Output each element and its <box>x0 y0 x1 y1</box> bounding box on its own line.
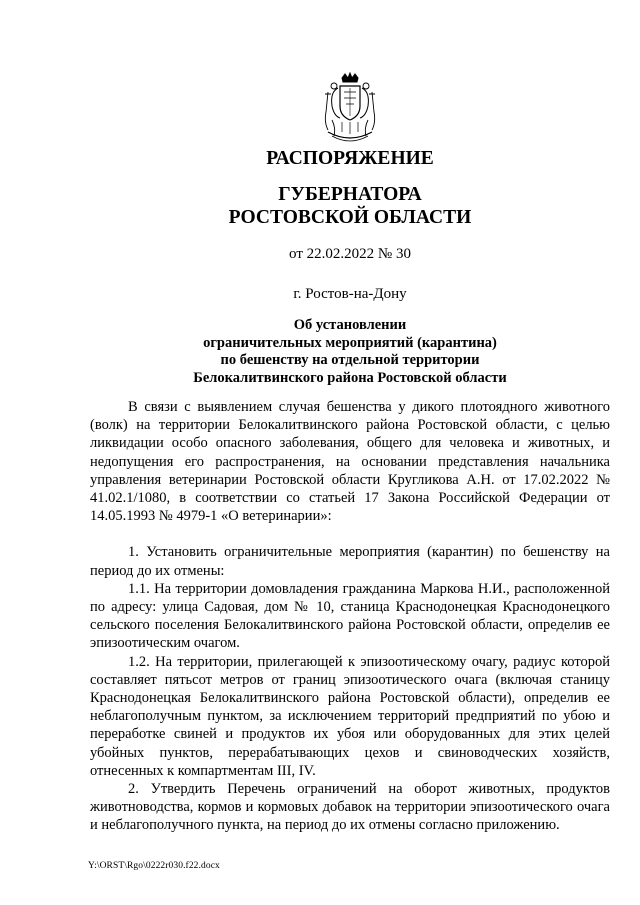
preamble-paragraph: В связи с выявлением случая бешенства у дикого плотоядного животного (волк) на территории Белокалитвинского района Ростовской области, с целью ликвидации особо опасного заболевания, общего для человека и животных, и недопущения его распространения, на основании представления начальника управления ветеринарии Ростовской области Кругликова А.Н. от 17.02.2022 № 41.02.1/1080, в соответствии со статьей 17 Закона Российской Федерации от 14.05.1993 № 4979-1 «О ветеринарии»: <box>90 399 610 525</box>
clause-1-2: 1.2. На территории, прилегающей к эпизоотическому очагу, радиус которой составляет пятьсот метров от границ эпизоотического очага (включая станицу Краснодонецкая Белокалитвинского района Ростовской области), определив ее неблагополучным пунктом, за исключением территорий предприятий по убою и переработке свиней и продуктов их убоя или оборудованных для этих целей убойных пунктов, перерабатывающих цехов и свиноводческих хозяйств, отнесенных к компартментам III, IV. <box>90 653 610 779</box>
clause-1-1: 1.1. На территории домовладения гражданина Маркова Н.И., расположенной по адресу: улица Садовая, дом № 10, станица Краснодонецкая Краснодонецкого сельского поселения Белокалитвинского района Ростовской области, определив ее эпизоотическим очагом. <box>90 580 610 652</box>
subject-line: ограничительных мероприятий (карантина) <box>203 334 497 351</box>
coat-of-arms-icon <box>322 72 378 144</box>
document-subject <box>90 317 610 387</box>
file-path-footer: Y:\ORST\Rgo\0222r030.f22.docx <box>88 861 220 871</box>
subject-line: Белокалитвинского района Ростовской области <box>193 369 507 386</box>
document-body <box>90 398 610 835</box>
clause-1: 1. Установить ограничительные мероприятия (карантин) по бешенству на период до их отмены: <box>90 544 610 579</box>
issuer-title <box>90 183 610 229</box>
document-city: г. Ростов-на-Дону <box>293 286 407 302</box>
issuer-line-2: РОСТОВСКОЙ ОБЛАСТИ <box>228 207 472 228</box>
subject-line: Об установлении <box>293 317 407 333</box>
subject-line: по бешенству на отдельной территории <box>220 352 480 369</box>
document-date-number: от 22.02.2022 № 30 <box>289 246 411 262</box>
issuer-line-1: ГУБЕРНАТОРА <box>278 184 422 205</box>
clause-2: 2. Утвердить Перечень ограничений на оборот животных, продуктов животноводства, кормов и кормовых добавок на территории эпизоотического очага и неблагополучного пункта, на период до их отмены согласно приложению. <box>90 781 610 834</box>
document-type-title: РАСПОРЯЖЕНИЕ <box>266 148 434 169</box>
